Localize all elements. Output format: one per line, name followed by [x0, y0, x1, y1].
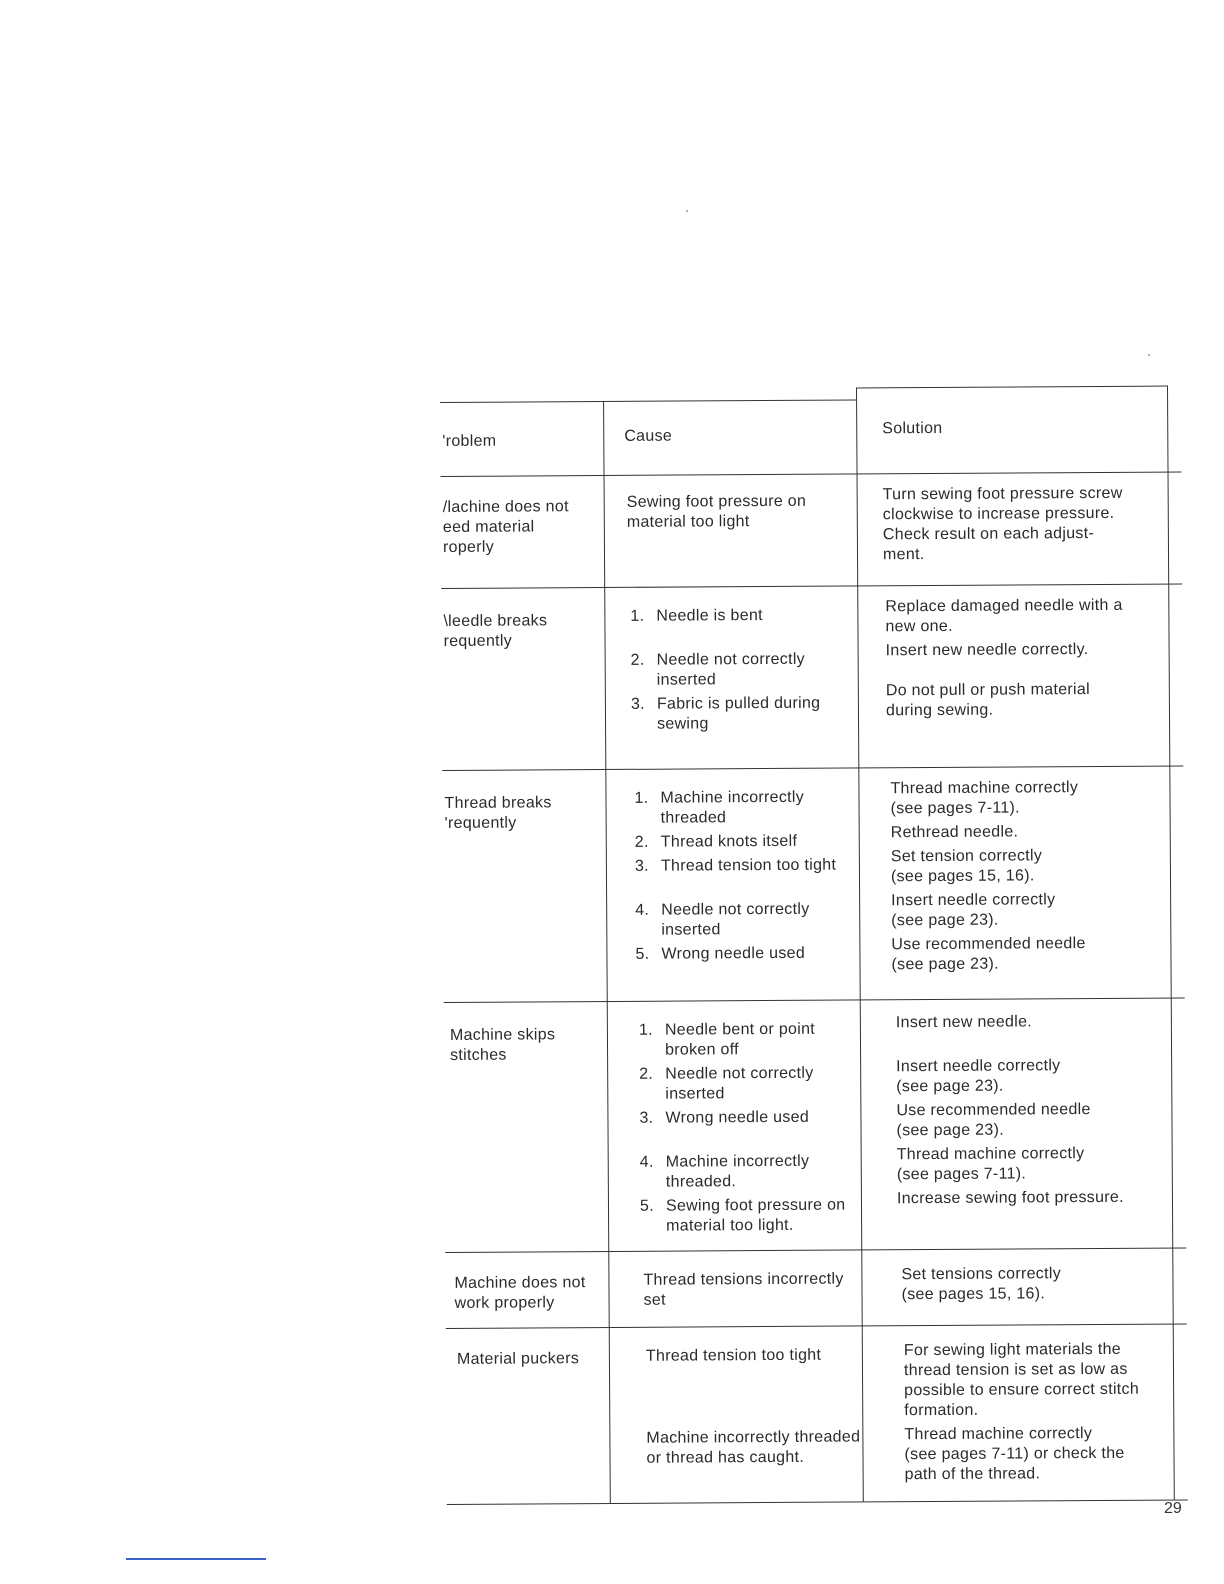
solution-cell [885, 596, 1176, 722]
cause-cell [646, 1345, 887, 1468]
solution-cell [890, 777, 1181, 975]
cause-item: 4. Machine incorrectly threaded. [639, 1152, 810, 1191]
solution-item: Set tension correctly (see pages 15, 16). [890, 847, 1043, 886]
solution-cell: Turn sewing foot pressure screw clockwise to increase pressure. Check result on each adjust- ment. [882, 484, 1123, 564]
solution-item: Use recommended needle (see page 23). [891, 935, 1086, 974]
cause-item: 1. Needle is bent [630, 607, 763, 625]
solution-item: Do not pull or push material during sewing. [885, 681, 1090, 720]
cause-item: 5. Sewing foot pressure on material too light. [639, 1196, 846, 1235]
table-row [444, 997, 1187, 1252]
table-row [442, 765, 1184, 1002]
cause-cell [639, 1019, 880, 1236]
solution-item: Insert needle correctly (see page 23). [896, 1057, 1061, 1096]
table-top-border [440, 385, 1181, 391]
problem-cell: Machine does not work properly [454, 1274, 586, 1312]
cause-item: 2. Thread knots itself [634, 832, 798, 851]
cause-item: 5. Wrong needle used [635, 944, 806, 963]
scan-speck [686, 210, 688, 212]
cause-item: Machine incorrectly threaded or thread has caught. [646, 1428, 861, 1467]
cause-cell: Thread tensions incorrectly set [643, 1270, 844, 1309]
problem-cell: \leedle breaks requently [443, 612, 548, 650]
header-cause: Cause [624, 427, 673, 445]
cause-item: 3. Fabric is pulled during sewing [630, 694, 821, 733]
cause-item: 4. Needle not correctly inserted [635, 900, 810, 939]
header-solution: Solution [882, 419, 943, 438]
solution-item: Insert new needle. [895, 1013, 1033, 1032]
solution-cell: Set tensions correctly (see pages 15, 16). [901, 1265, 1062, 1304]
table-header-row [440, 397, 1181, 474]
solution-item: Increase sewing foot pressure. [896, 1188, 1124, 1208]
page-number: 29 [1164, 1500, 1182, 1517]
table-row [445, 1247, 1186, 1328]
cause-item: 1. Machine incorrectly threaded [634, 788, 805, 827]
table-row [446, 1323, 1188, 1504]
cause-item: 3. Wrong needle used [639, 1108, 810, 1127]
scan-speck [1148, 354, 1150, 356]
cause-cell [630, 605, 871, 734]
solution-item: Thread machine correctly (see pages 7-11) or check the path of the thread. [904, 1425, 1125, 1484]
table-row [441, 583, 1183, 770]
cause-item: 2. Needle not correctly inserted [630, 650, 806, 689]
cause-item: 3. Thread tension too tight [634, 856, 837, 875]
header-problem: 'roblem [442, 432, 497, 450]
solution-item: Thread machine correctly (see pages 7-11). [896, 1145, 1085, 1184]
scan-edge-mark [126, 1558, 266, 1560]
solution-item: Insert needle correctly (see page 23). [891, 891, 1056, 930]
solution-cell [904, 1339, 1195, 1485]
cause-cell: Sewing foot pressure on material too light [626, 492, 807, 531]
table-row [441, 471, 1183, 588]
problem-cell: Material puckers [456, 1350, 580, 1368]
cause-item: Thread tension too tight [645, 1346, 822, 1365]
solution-item: Rethread needle. [890, 823, 1019, 842]
problem-cell: /lachine does not eed material roperly [442, 498, 569, 556]
solution-item: Insert new needle correctly. [885, 641, 1089, 660]
solution-item: For sewing light materials the thread tension is set as low as possible to ensure correct stitch formation. [903, 1340, 1140, 1420]
cause-item: 1. Needle bent or point broken off [638, 1020, 816, 1059]
cause-cell [634, 787, 875, 964]
problem-cell: Machine skips stitches [449, 1026, 556, 1064]
solution-item: Replace damaged needle with a new one. [885, 596, 1123, 636]
cause-item: 2. Needle not correctly inserted [639, 1064, 814, 1103]
solution-cell [896, 1011, 1187, 1209]
solution-item: Thread machine correctly (see pages 7-11). [890, 779, 1079, 818]
troubleshooting-table [440, 385, 1181, 1484]
problem-cell: Thread breaks 'requently [444, 794, 552, 832]
solution-item: Use recommended needle (see page 23). [896, 1101, 1091, 1140]
